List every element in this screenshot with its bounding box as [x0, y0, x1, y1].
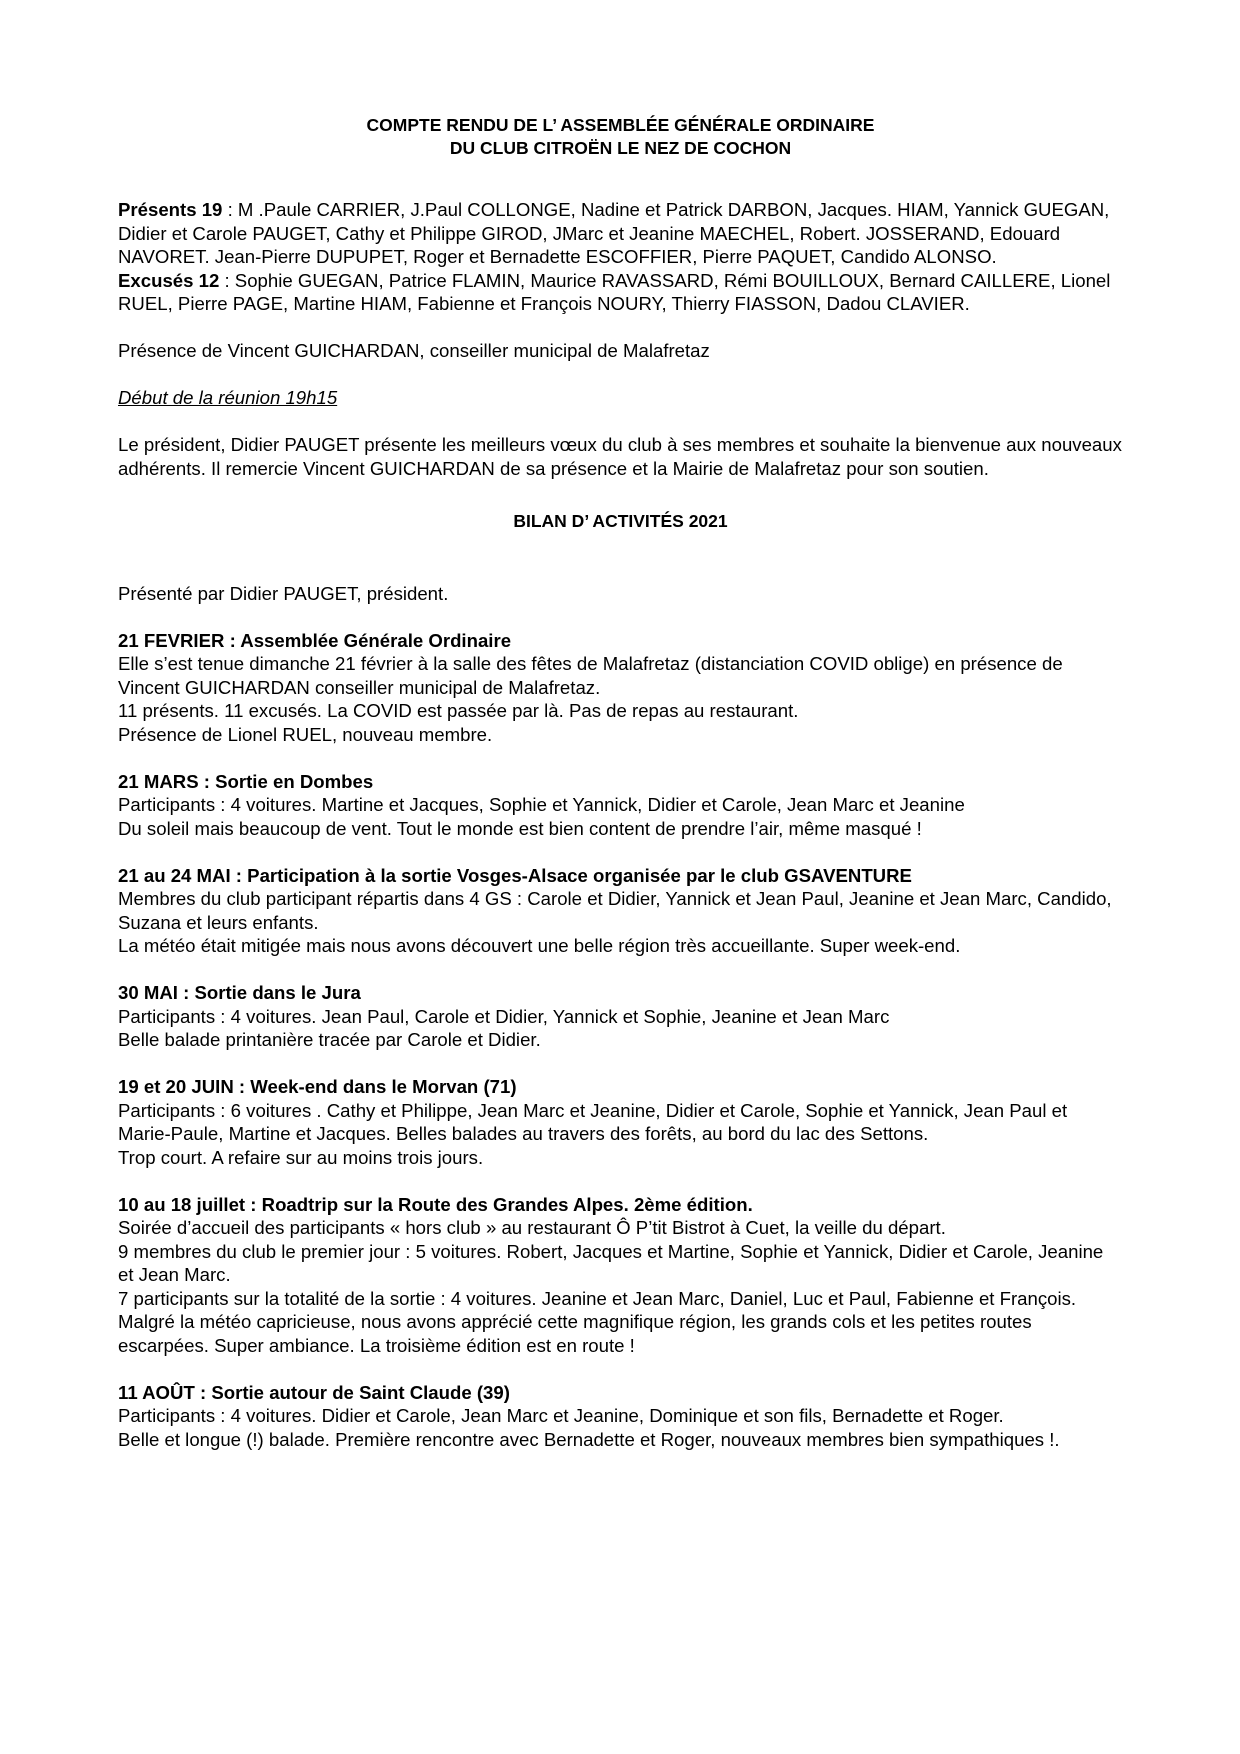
activity-line: Belle balade printanière tracée par Carole et Didier.: [118, 1029, 541, 1050]
activity-line: Malgré la météo capricieuse, nous avons apprécié cette magnifique région, les grands cols et les petites routes escarpées. Super ambiance. La troisième édition est en route !: [118, 1311, 1032, 1356]
activity-line: Belle et longue (!) balade. Première rencontre avec Bernadette et Roger, nouveaux membres bien sympathiques !.: [118, 1428, 1060, 1450]
activity-line: Soirée d’accueil des participants « hors club » au restaurant Ô P’tit Bistrot à Cuet, la veille du départ.: [118, 1217, 946, 1238]
activity-title: 30 MAI : Sortie dans le Jura: [118, 982, 361, 1003]
activity-line: 7 participants sur la totalité de la sortie : 4 voitures. Jeanine et Jean Marc, Daniel, Luc et Paul, Fabienne et François.: [118, 1287, 1077, 1309]
activity-title: 21 MARS : Sortie en Dombes: [118, 770, 374, 792]
presence-note: Présence de Vincent GUICHARDAN, conseiller municipal de Malafretaz: [118, 340, 710, 361]
title-line-2: DU CLUB CITROËN LE NEZ DE COCHON: [449, 138, 792, 158]
activity-line: Trop court. A refaire sur au moins trois jours.: [118, 1146, 484, 1168]
excused-label: Excusés 12: [118, 269, 220, 291]
excused-list: : Sophie GUEGAN, Patrice FLAMIN, Maurice RAVASSARD, Rémi BOUILLOUX, Bernard CAILLERE, Lionel RUEL, Pierre PAGE, Martine HIAM, Fabienne et François NOURY, Thierry FIASSON, Dadou CLAVIER.: [118, 269, 1111, 314]
activity-title: 19 et 20 JUIN : Week-end dans le Morvan (71): [118, 1076, 517, 1097]
activity-line: Du soleil mais beaucoup de vent. Tout le monde est bien content de prendre l’air, même masqué !: [118, 817, 922, 839]
activity-item: [118, 1193, 1123, 1358]
attendance-excused: [118, 269, 1123, 316]
activity-title: 21 FEVRIER : Assemblée Générale Ordinaire: [118, 629, 512, 651]
activity-line: Participants : 4 voitures. Martine et Jacques, Sophie et Yannick, Didier et Carole, Jean Marc et Jeanine: [118, 794, 965, 815]
presented-by: Présenté par Didier PAUGET, président.: [118, 582, 449, 604]
attendance-present: [118, 198, 1123, 269]
present-list: : M .Paule CARRIER, J.Paul COLLONGE, Nadine et Patrick DARBON, Jacques. HIAM, Yannick GUEGAN, Didier et Carole PAUGET, Cathy et Philippe GIROD, JMarc et Jeanine MAECHEL, Robert. JOSSERAND, Edouard NAVORET. Jean-Pierre DUPUPET, Roger et Bernadette ESCOFFIER, Pierre PAQUET, Candido ALONSO.: [118, 199, 1110, 267]
activity-title: 21 au 24 MAI : Participation à la sortie Vosges-Alsace organisée par le club GSAVENTURE: [118, 864, 912, 886]
title-line-1: COMPTE RENDU DE L’ ASSEMBLÉE GÉNÉRALE ORDINAIRE: [366, 115, 875, 135]
activity-item: [118, 981, 1123, 1052]
meeting-start: [118, 386, 1123, 410]
activity-line: 11 présents. 11 excusés. La COVID est passée par là. Pas de repas au restaurant.: [118, 700, 799, 721]
activity-line: Participants : 4 voitures. Jean Paul, Carole et Didier, Yannick et Sophie, Jeanine et Jean Marc: [118, 1005, 890, 1027]
activity-line: 9 membres du club le premier jour : 5 voitures. Robert, Jacques et Martine, Sophie et Yannick, Didier et Carole, Jeanine et Jean Marc.: [118, 1240, 1104, 1285]
activity-item: [118, 864, 1123, 958]
activity-line: Présence de Lionel RUEL, nouveau membre.: [118, 723, 493, 745]
bilan-title: BILAN D’ ACTIVITÉS 2021: [513, 511, 728, 531]
activity-line: Participants : 4 voitures. Didier et Carole, Jean Marc et Jeanine, Dominique et son fils, Bernadette et Roger.: [118, 1405, 1004, 1426]
activity-line: La météo était mitigée mais nous avons découvert une belle région très accueillante. Super week-end.: [118, 935, 961, 956]
document-body: [118, 114, 1123, 1475]
meeting-start-text: Début de la réunion 19h15: [118, 387, 338, 408]
activities-list: [118, 629, 1123, 1452]
activity-line: Elle s’est tenue dimanche 21 février à la salle des fêtes de Malafretaz (distanciation COVID oblige) en présence de Vincent GUICHARDAN conseiller municipal de Malafretaz.: [118, 653, 1063, 698]
activity-item: [118, 770, 1123, 841]
activity-title: 11 AOÛT : Sortie autour de Saint Claude (39): [118, 1381, 510, 1403]
present-label: Présents 19: [118, 199, 223, 220]
activity-line: Membres du club participant répartis dans 4 GS : Carole et Didier, Yannick et Jean Paul, Jeanine et Jean Marc, Candido, Suzana et leurs enfants.: [118, 888, 1112, 933]
activity-item: [118, 1381, 1123, 1452]
president-intro: Le président, Didier PAUGET présente les meilleurs vœux du club à ses membres et souhaite la bienvenue aux nouveaux adhérents. Il remercie Vincent GUICHARDAN de sa présence et la Mairie de Malafretaz pour son soutien.: [118, 434, 1122, 479]
activity-item: [118, 1075, 1123, 1169]
document-title: [118, 114, 1123, 160]
activity-title: 10 au 18 juillet : Roadtrip sur la Route des Grandes Alpes. 2ème édition.: [118, 1193, 753, 1215]
activity-line: Participants : 6 voitures . Cathy et Philippe, Jean Marc et Jeanine, Didier et Carole, Sophie et Yannick, Jean Paul et Marie-Paule, Martine et Jacques. Belles balades au travers des forêts, au bord du lac des Settons.: [118, 1099, 1068, 1144]
activity-item: [118, 629, 1123, 747]
